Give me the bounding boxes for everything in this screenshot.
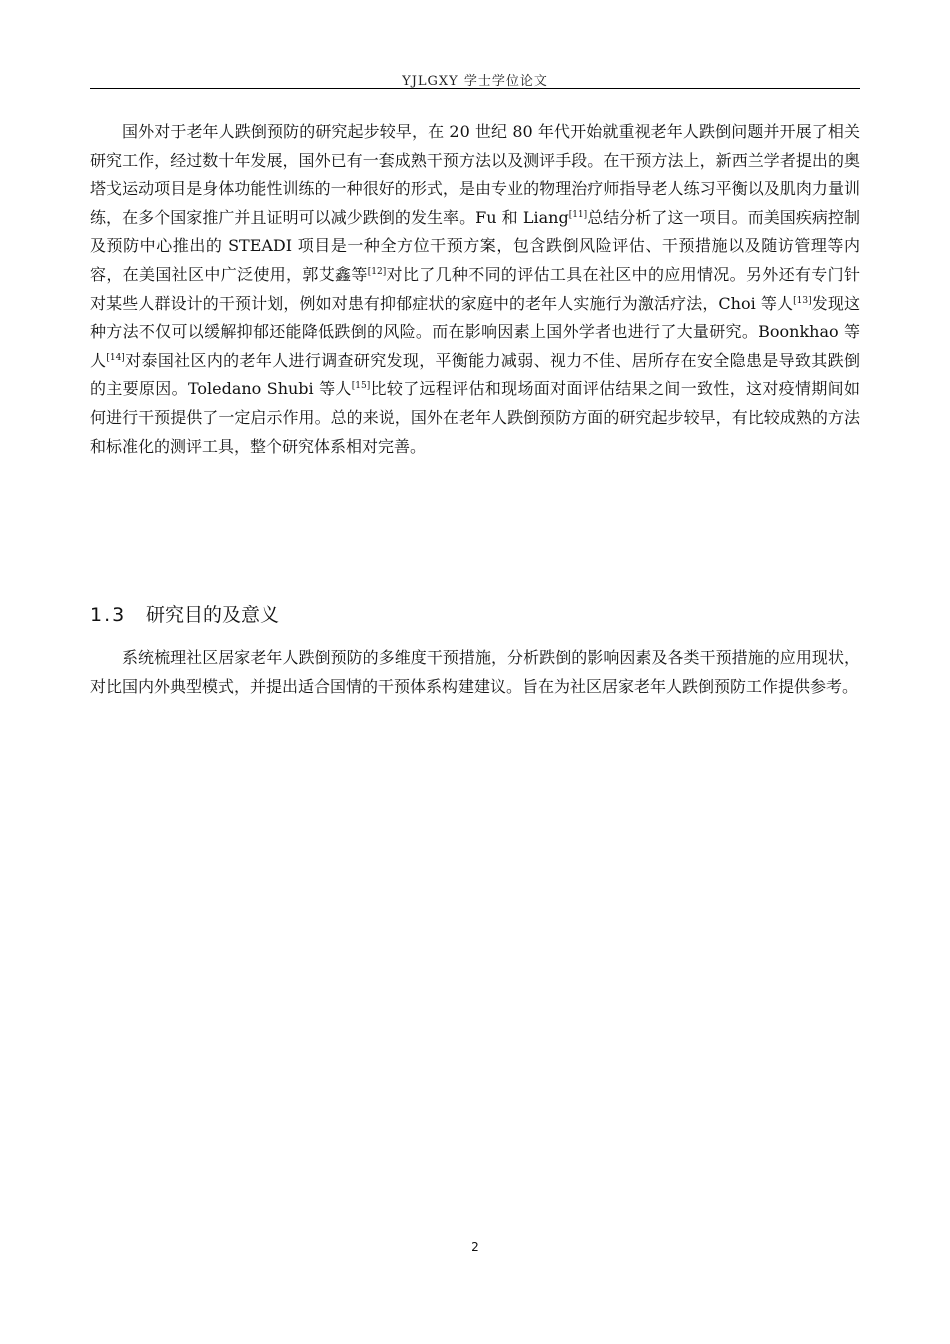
citation-11: [11] bbox=[568, 209, 588, 220]
header-divider bbox=[90, 88, 860, 89]
paragraph-text: 比较了远程评估和现场面对面评估结果之间一致性，这对疫情期间如何进行干预提供了一定启示作用。总的来说，国外在老年人跌倒预防方面的研究起步较早，有比较成熟的方法和标准化的测评工具，整个研究体系相对完善。 bbox=[90, 379, 860, 456]
section-title: 研究目的及意义 bbox=[146, 604, 280, 626]
section-heading bbox=[90, 600, 279, 627]
paragraph-text: 系统梳理社区居家老年人跌倒预防的多维度干预措施，分析跌倒的影响因素及各类干预措施的应用现状，对比国内外典型模式，并提出适合国情的干预体系构建建议。旨在为社区居家老年人跌倒预防工作提供参考。 bbox=[90, 648, 860, 696]
paragraph-foreign-research bbox=[90, 118, 860, 461]
paragraph-text: 国外对于老年人跌倒预防的研究起步较早，在 20 世纪 80 年代开始就重视老年人跌倒问题并开展了相关研究工作，经过数十年发展，国外已有一套成熟干预方法以及测评手段。在干预方法上，新西兰学者提出的奥塔戈运动项目是身体功能性训练的一种很好的形式，是由专业的物理治疗师指导老人练习平衡以及肌肉力量训练，在多个国家推广并且证明可以减少跌倒的发生率。Fu 和 Liang bbox=[90, 122, 860, 227]
paragraph-research-purpose bbox=[90, 644, 860, 701]
page-number: 2 bbox=[471, 1240, 479, 1254]
citation-14: [14] bbox=[106, 352, 125, 363]
section-number: 1.3 bbox=[90, 604, 127, 626]
running-header-title: YJLGXY 学士学位论文 bbox=[402, 74, 548, 89]
paragraph-text: 总结分析了这一项目。而美国疾病控制及预防中心推出的 STEADI 项目是一种全方位干预方案，包含跌倒风险评估、干预措施以及随访管理等内容，在美国社区中广泛使用，郭艾鑫等 bbox=[90, 207, 860, 284]
paragraph-text: 对比了几种不同的评估工具在社区中的应用情况。另外还有专门针对某些人群设计的干预计划，例如对患有抑郁症状的家庭中的老年人实施行为激活疗法，Choi 等人 bbox=[90, 264, 860, 313]
paragraph-text: 对泰国社区内的老年人进行调查研究发现，平衡能力减弱、视力不佳、居所存在安全隐患是导致其跌倒的主要原因。Toledano Shubi 等人 bbox=[90, 350, 860, 399]
paragraph-text: 发现这种方法不仅可以缓解抑郁还能降低跌倒的风险。而在影响因素上国外学者也进行了大量研究。Boonkhao 等人 bbox=[90, 293, 860, 370]
citation-13: [13] bbox=[793, 295, 812, 306]
citation-12: [12] bbox=[367, 266, 387, 277]
citation-15: [15] bbox=[351, 381, 371, 392]
